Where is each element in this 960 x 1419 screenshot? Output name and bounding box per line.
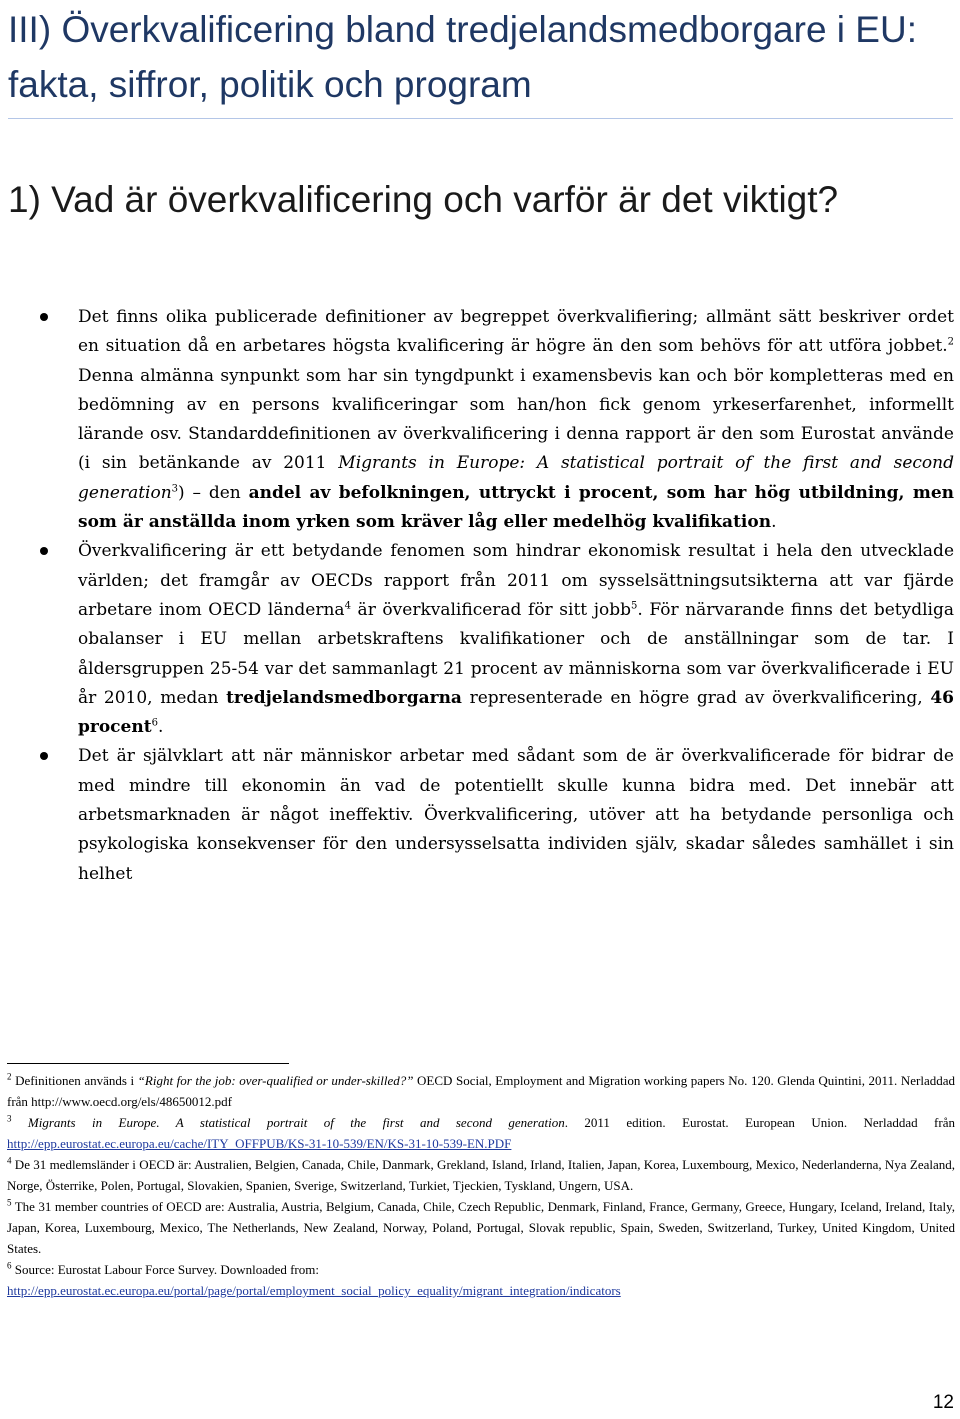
footnote-5: $^5$ The 31 member countries of OECD are: Australia, Austria, Belgium, Canada, Chile, Czech Republic, Denmark, Finland, France, Germany, Greece, Hungary, Iceland, Ireland, Italy, Japan, Korea, Luxembourg, Mexico, The Netherlands, New Zealand, Norway, Poland, Portugal, Slovak republic, Spain, Sweden, Switzerland, Turkey, United Kingdom, United States. xyxy=(7,1197,955,1256)
eurostat-pdf-link[interactable]: http://epp.eurostat.ec.europa.eu/cache/ITY_OFFPUB/KS-31-10-539/EN/KS-31-10-539-EN.PDF xyxy=(7,1136,512,1151)
footnote-6: $^6$ Source: Eurostat Labour Force Survey. Downloaded from: http://epp.eurostat.ec.europa.eu/portal/page/portal/employment_social_policy_equality/migrant_integration/indicators xyxy=(7,1260,621,1298)
bullet-item: Det finns olika publicerade definitioner av begreppet överkvalifiering; allmänt sätt beskriver ordet en situation då en arbetares högsta kvalificering är högre än den som behövs för att utföra jobbet.$^2$ Denna almänna synpunkt som har sin tyngdpunkt i examensbevis kan och bör kompletteras med en bedömning av en persons kvalificeringar som han/hon fick genom yrkeserfarenhet, informellt lärande osv. Standarddefinitionen av överkvalificering i denna rapport är den som Eurostat använde (i sin betänkande av 2011 Migrants in Europe: A statistical portrait of the first and second generation$^3$) – den andel av befolkningen, uttryckt i procent, som har hög utbildning, men som är anställda inom yrken som kräver låg eller medelhög kvalifikation. xyxy=(0,303,960,537)
footnote-4: $^4$ De 31 medlemsländer i OECD är: Australien, Belgien, Canada, Chile, Danmark, Grekland, Island, Irland, Italien, Japan, Korea, Luxembourg, Mexico, Nederlanderna, Nya Zealand, Norge, Österrike, Polen, Portugal, Slovakien, Spanien, Sverige, Switzerland, Turkiet, Tjeckien, Tyskland, Ungern, USA. xyxy=(7,1155,955,1193)
bullet-dot-icon xyxy=(40,313,48,321)
bullet-dot-icon xyxy=(40,547,48,555)
footnote-ref: 6 xyxy=(151,717,158,729)
document-title: III) Överkvalificering bland tredjelandsmedborgare i EU: fakta, siffror, politik och program xyxy=(8,2,953,119)
footnote-separator xyxy=(7,1063,289,1064)
footnote-ref: 5 xyxy=(630,600,638,612)
section-heading: 1) Vad är överkvalificering och varför är det viktigt? xyxy=(8,179,839,220)
bullet-dot-icon xyxy=(40,752,48,760)
footnotes xyxy=(7,1070,955,1301)
bullet-item: Det är självklart att när människor arbetar med sådant som de är överkvalificerade för bidrar de med mindre till ekonomin än vad de potentiellt skulle kunna bidra med. Det innebär att arbetsmarknaden är något ineffektiv. Överkvalificering, utöver att ha betydande personliga och psykologiska konsekvenser för den undersysselsatta individen själv, skadar således samhället i sin helhet xyxy=(0,742,960,888)
page-number: 12 xyxy=(932,1392,954,1413)
footnote-ref: 4 xyxy=(344,600,351,612)
eurostat-indicators-link[interactable]: http://epp.eurostat.ec.europa.eu/portal/page/portal/employment_social_policy_equality/migrant_integration/indicators xyxy=(7,1283,621,1298)
bullet-list xyxy=(0,303,960,889)
footnote-ref: 2 xyxy=(947,336,954,348)
bullet-item: Överkvalificering är ett betydande fenomen som hindrar ekonomisk resultat i hela den utvecklade världen; det framgår av OECDs rapport från 2011 om sysselsättningsutsikterna att var fjärde arbetare inom OECD länderna$^4$ är överkvalificerad för sitt jobb$^5$. För närvarande finns det betydliga obalanser i EU mellan arbetskraftens kvalifikationer och de anställningar som de tar. I åldersgruppen 25-54 var det sammanlagt 21 procent av människorna som var överkvalificerade i EU år 2010, medan tredjelandsmedborgarna representerade en högre grad av överkvalificering, 46 procent$^6$. xyxy=(0,537,960,742)
footnote-2: $^2$ Definitionen används i “Right for the job: over-qualified or under-skilled?” OECD Social, Employment and Migration working papers No. 120. Glenda Quintini, 2011. Nerladdad från http://www.oecd.org/els/48650012.pdf xyxy=(7,1071,955,1109)
footnote-3: $^3$ Migrants in Europe. A statistical portrait of the first and second generation. 2011 edition. Eurostat. European Union. Nerladdad från http://epp.eurostat.ec.europa.eu/cache/ITY_OFFPUB/KS-31-10-539/EN/KS-31-10-539-EN.PDF xyxy=(7,1113,955,1151)
footnote-ref: 3 xyxy=(171,483,179,495)
